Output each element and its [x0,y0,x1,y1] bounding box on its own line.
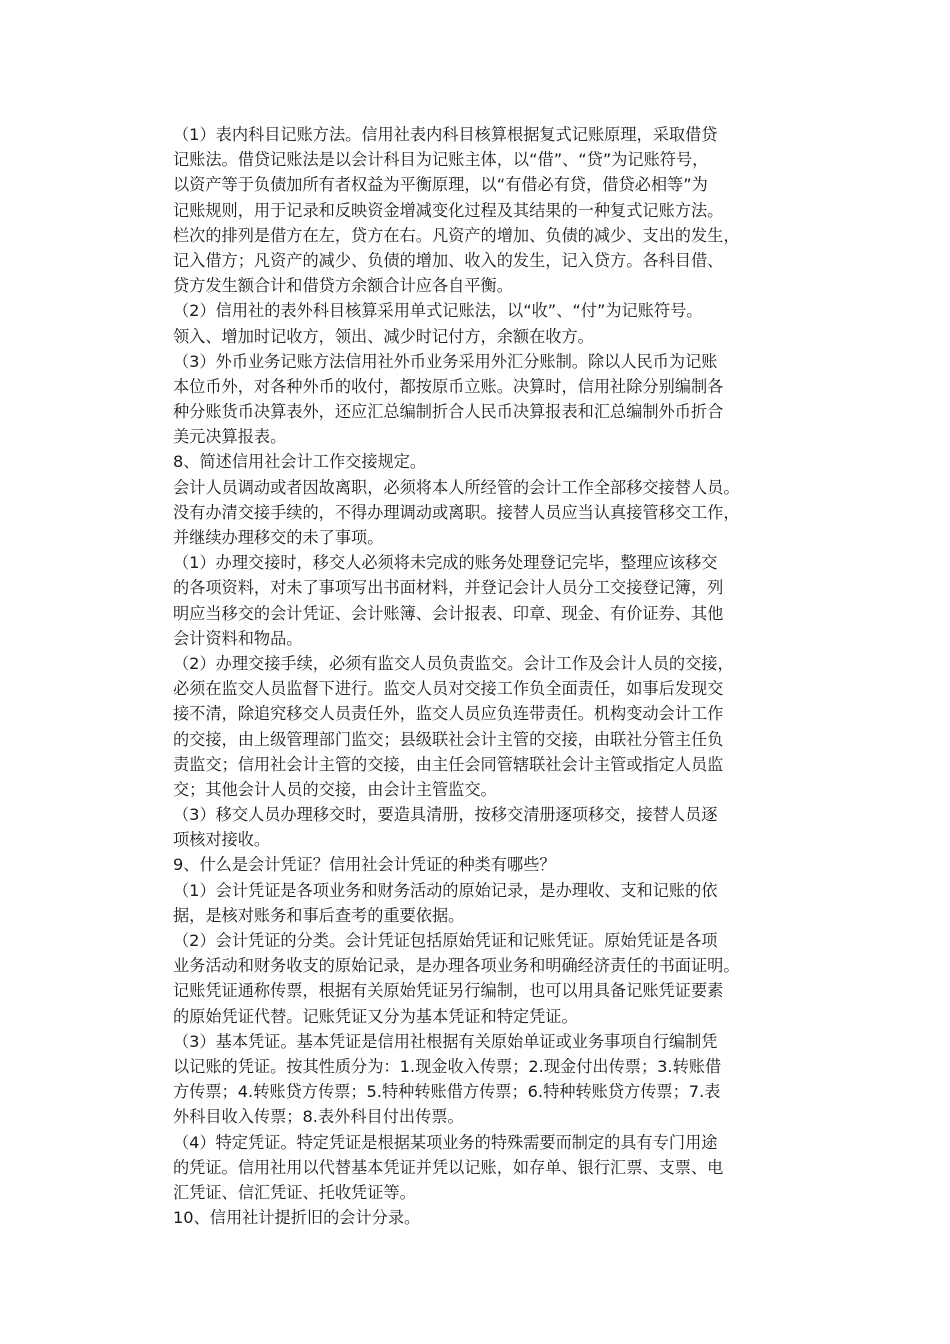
text-line: 会计资料和物品。 [173,628,303,648]
text-line: 10、信用社计提折旧的会计分录。 [173,1208,421,1228]
text-line: 汇凭证、信汇凭证、托收凭证等。 [173,1182,416,1202]
text-line: 并继续办理移交的未了事项。 [173,528,384,547]
text-line: 领入、增加时记收方，领出、减少时记付方，余额在收方。 [173,326,594,346]
text-line: （3）外币业务记账方法信用社外币业务采用外汇分账制。除以人民币为记账 [173,351,718,371]
text-line: 接不清，除追究移交人员责任外，监交人员应负连带责任。机构变动会计工作 [173,704,724,724]
text-line: （1）表内科目记账方法。信用社表内科目核算根据复式记账原理，采取借贷 [173,125,718,144]
text-line: 记入借方；凡资产的减少、负债的增加、收入的发生，记入贷方。各科目借、 [173,250,724,270]
text-line: 9、什么是会计凭证？信用社会计凭证的种类有哪些？ [173,855,556,875]
text-line: （2）信用社的表外科目核算采用单式记账法，以“收”、“付”为记账符号。 [173,301,703,321]
document-body [173,122,813,1230]
text-line: 会计人员调动或者因故离职，必须将本人所经管的会计工作全部移交接替人员。 [173,477,740,497]
text-line: 业务活动和财务收支的原始记录，是办理各项业务和明确经济责任的书面证明。 [173,956,740,976]
text-line: 责监交；信用社会计主管的交接，由主任会同管辖联社会计主管或指定人员监 [173,754,724,774]
text-line: 方传票；4.转账贷方传票；5.特种转账借方传票；6.特种转账贷方传票；7.表 [173,1082,721,1102]
text-line: 本位币外，对各种外币的收付，都按原币立账。决算时，信用社除分别编制各 [173,376,724,396]
text-line: 记账规则，用于记录和反映资金增减变化过程及其结果的一种复式记账方法。 [173,200,724,220]
text-line: 必须在监交人员监督下进行。监交人员对交接工作负全面责任，如事后发现交 [173,679,724,699]
text-line: 交；其他会计人员的交接，由会计主管监交。 [173,779,497,799]
text-line: （3）基本凭证。基本凭证是信用社根据有关原始单证或业务事项自行编制凭 [173,1031,718,1051]
text-line: 贷方发生额合计和借贷方余额合计应各自平衡。 [173,276,513,296]
text-line: 据，是核对账务和事后查考的重要依据。 [173,905,465,925]
text-line: 的原始凭证代替。记账凭证又分为基本凭证和特定凭证。 [173,1006,578,1026]
text-line: 栏次的排列是借方在左，贷方在右。凡资产的增加、负债的减少、支出的发生， [173,225,740,245]
text-line: 美元决算报表。 [173,427,287,447]
text-line: （1）办理交接时，移交人必须将未完成的账务处理登记完毕，整理应该移交 [173,553,718,573]
text-line: 8、简述信用社会计工作交接规定。 [173,452,427,472]
text-line: （1）会计凭证是各项业务和财务活动的原始记录，是办理收、支和记账的依 [173,880,718,900]
text-line: 的凭证。信用社用以代替基本凭证并凭以记账，如存单、银行汇票、支票、电 [173,1157,724,1177]
text-line: （3）移交人员办理移交时，要造具清册，按移交清册逐项移交，接替人员逐 [173,805,718,825]
text-line: 项核对接收。 [173,830,271,850]
text-line: （2）办理交接手续，必须有监交人员负责监交。会计工作及会计人员的交接， [173,653,734,673]
text-line: （2）会计凭证的分类。会计凭证包括原始凭证和记账凭证。原始凭证是各项 [173,931,718,950]
text-line: 没有办清交接手续的，不得办理调动或离职。接替人员应当认真接管移交工作， [173,502,740,522]
text-line: 外科目收入传票；8.表外科目付出传票。 [173,1107,464,1127]
text-line: 记账凭证通称传票，根据有关原始凭证另行编制，也可以用具备记账凭证要素 [173,981,724,1001]
text-line: 的各项资料，对未了事项写出书面材料，并登记会计人员分工交接登记簿，列 [173,578,724,598]
text-line: 的交接，由上级管理部门监交；县级联社会计主管的交接，由联社分管主任负 [173,729,724,749]
text-line: 以记账的凭证。按其性质分为：1.现金收入传票；2.现金付出传票；3.转账借 [173,1056,722,1076]
text-line: 记账法。借贷记账法是以会计科目为记账主体，以“借”、“贷”为记账符号， [173,150,709,170]
text-line: （4）特定凭证。特定凭证是根据某项业务的特殊需要而制定的具有专门用途 [173,1132,718,1152]
text-line: 以资产等于负债加所有者权益为平衡原理，以“有借必有贷，借贷必相等”为 [173,175,708,195]
text-line: 明应当移交的会计凭证、会计账簿、会计报表、印章、现金、有价证券、其他 [173,603,724,623]
text-line: 种分账货币决算表外，还应汇总编制折合人民币决算报表和汇总编制外币折合 [173,402,724,422]
